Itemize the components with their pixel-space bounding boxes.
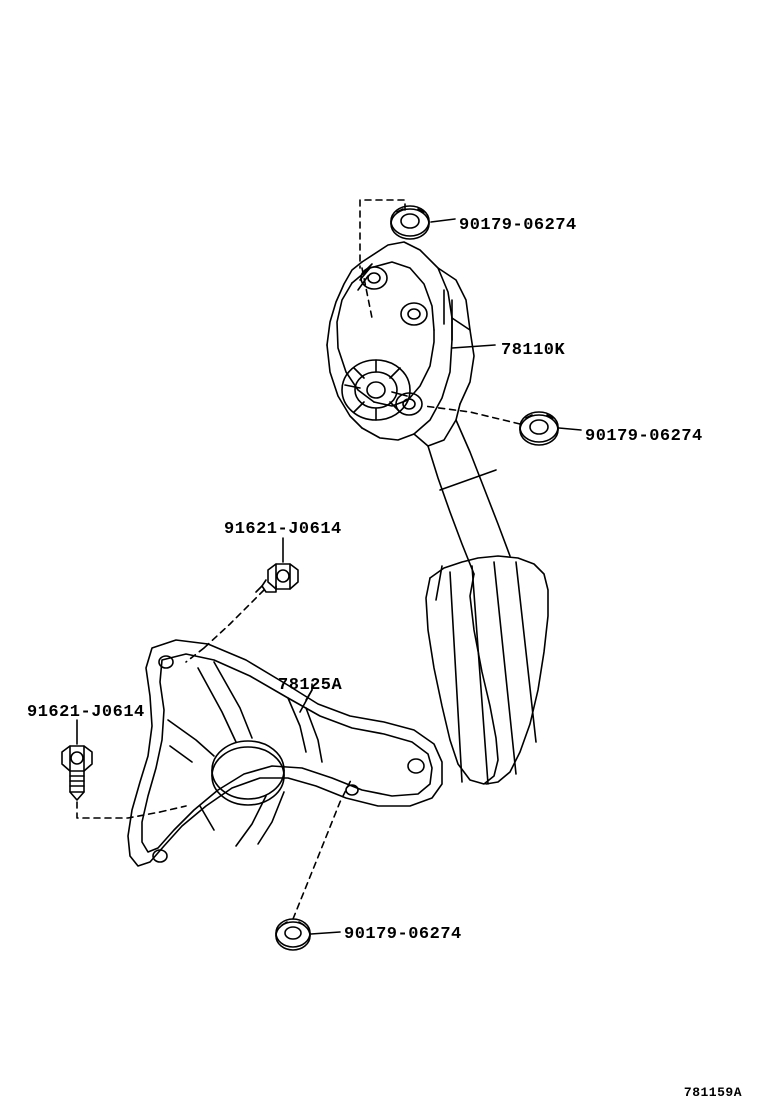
callout-91621-J0614-left: 91621-J0614	[27, 703, 145, 722]
part-nut-top	[391, 206, 429, 239]
callout-78125A: 78125A	[278, 676, 343, 695]
leader-nut-right	[559, 428, 581, 430]
leader-nut-bottom	[311, 932, 340, 934]
assembly-line-bottom-nut	[293, 778, 352, 919]
sheet-code: 781159A	[683, 1085, 742, 1100]
part-nut-right	[520, 412, 558, 445]
part-bolt-upper	[256, 564, 298, 592]
part-bolt-left	[62, 746, 92, 800]
part-support-bracket	[128, 640, 442, 866]
callout-78110K: 78110K	[501, 341, 566, 360]
callout-90179-06274-bottom: 90179-06274	[344, 925, 462, 944]
part-nut-bottom	[276, 919, 310, 950]
callout-91621-J0614-upper: 91621-J0614	[224, 520, 342, 539]
pedal-pivot-hub	[342, 360, 410, 420]
assembly-line-right-nut	[424, 406, 520, 424]
callout-90179-06274-right: 90179-06274	[585, 427, 703, 446]
leader-nut-top	[431, 219, 455, 222]
callout-90179-06274-top: 90179-06274	[459, 216, 577, 235]
part-accelerator-pedal	[327, 242, 548, 784]
